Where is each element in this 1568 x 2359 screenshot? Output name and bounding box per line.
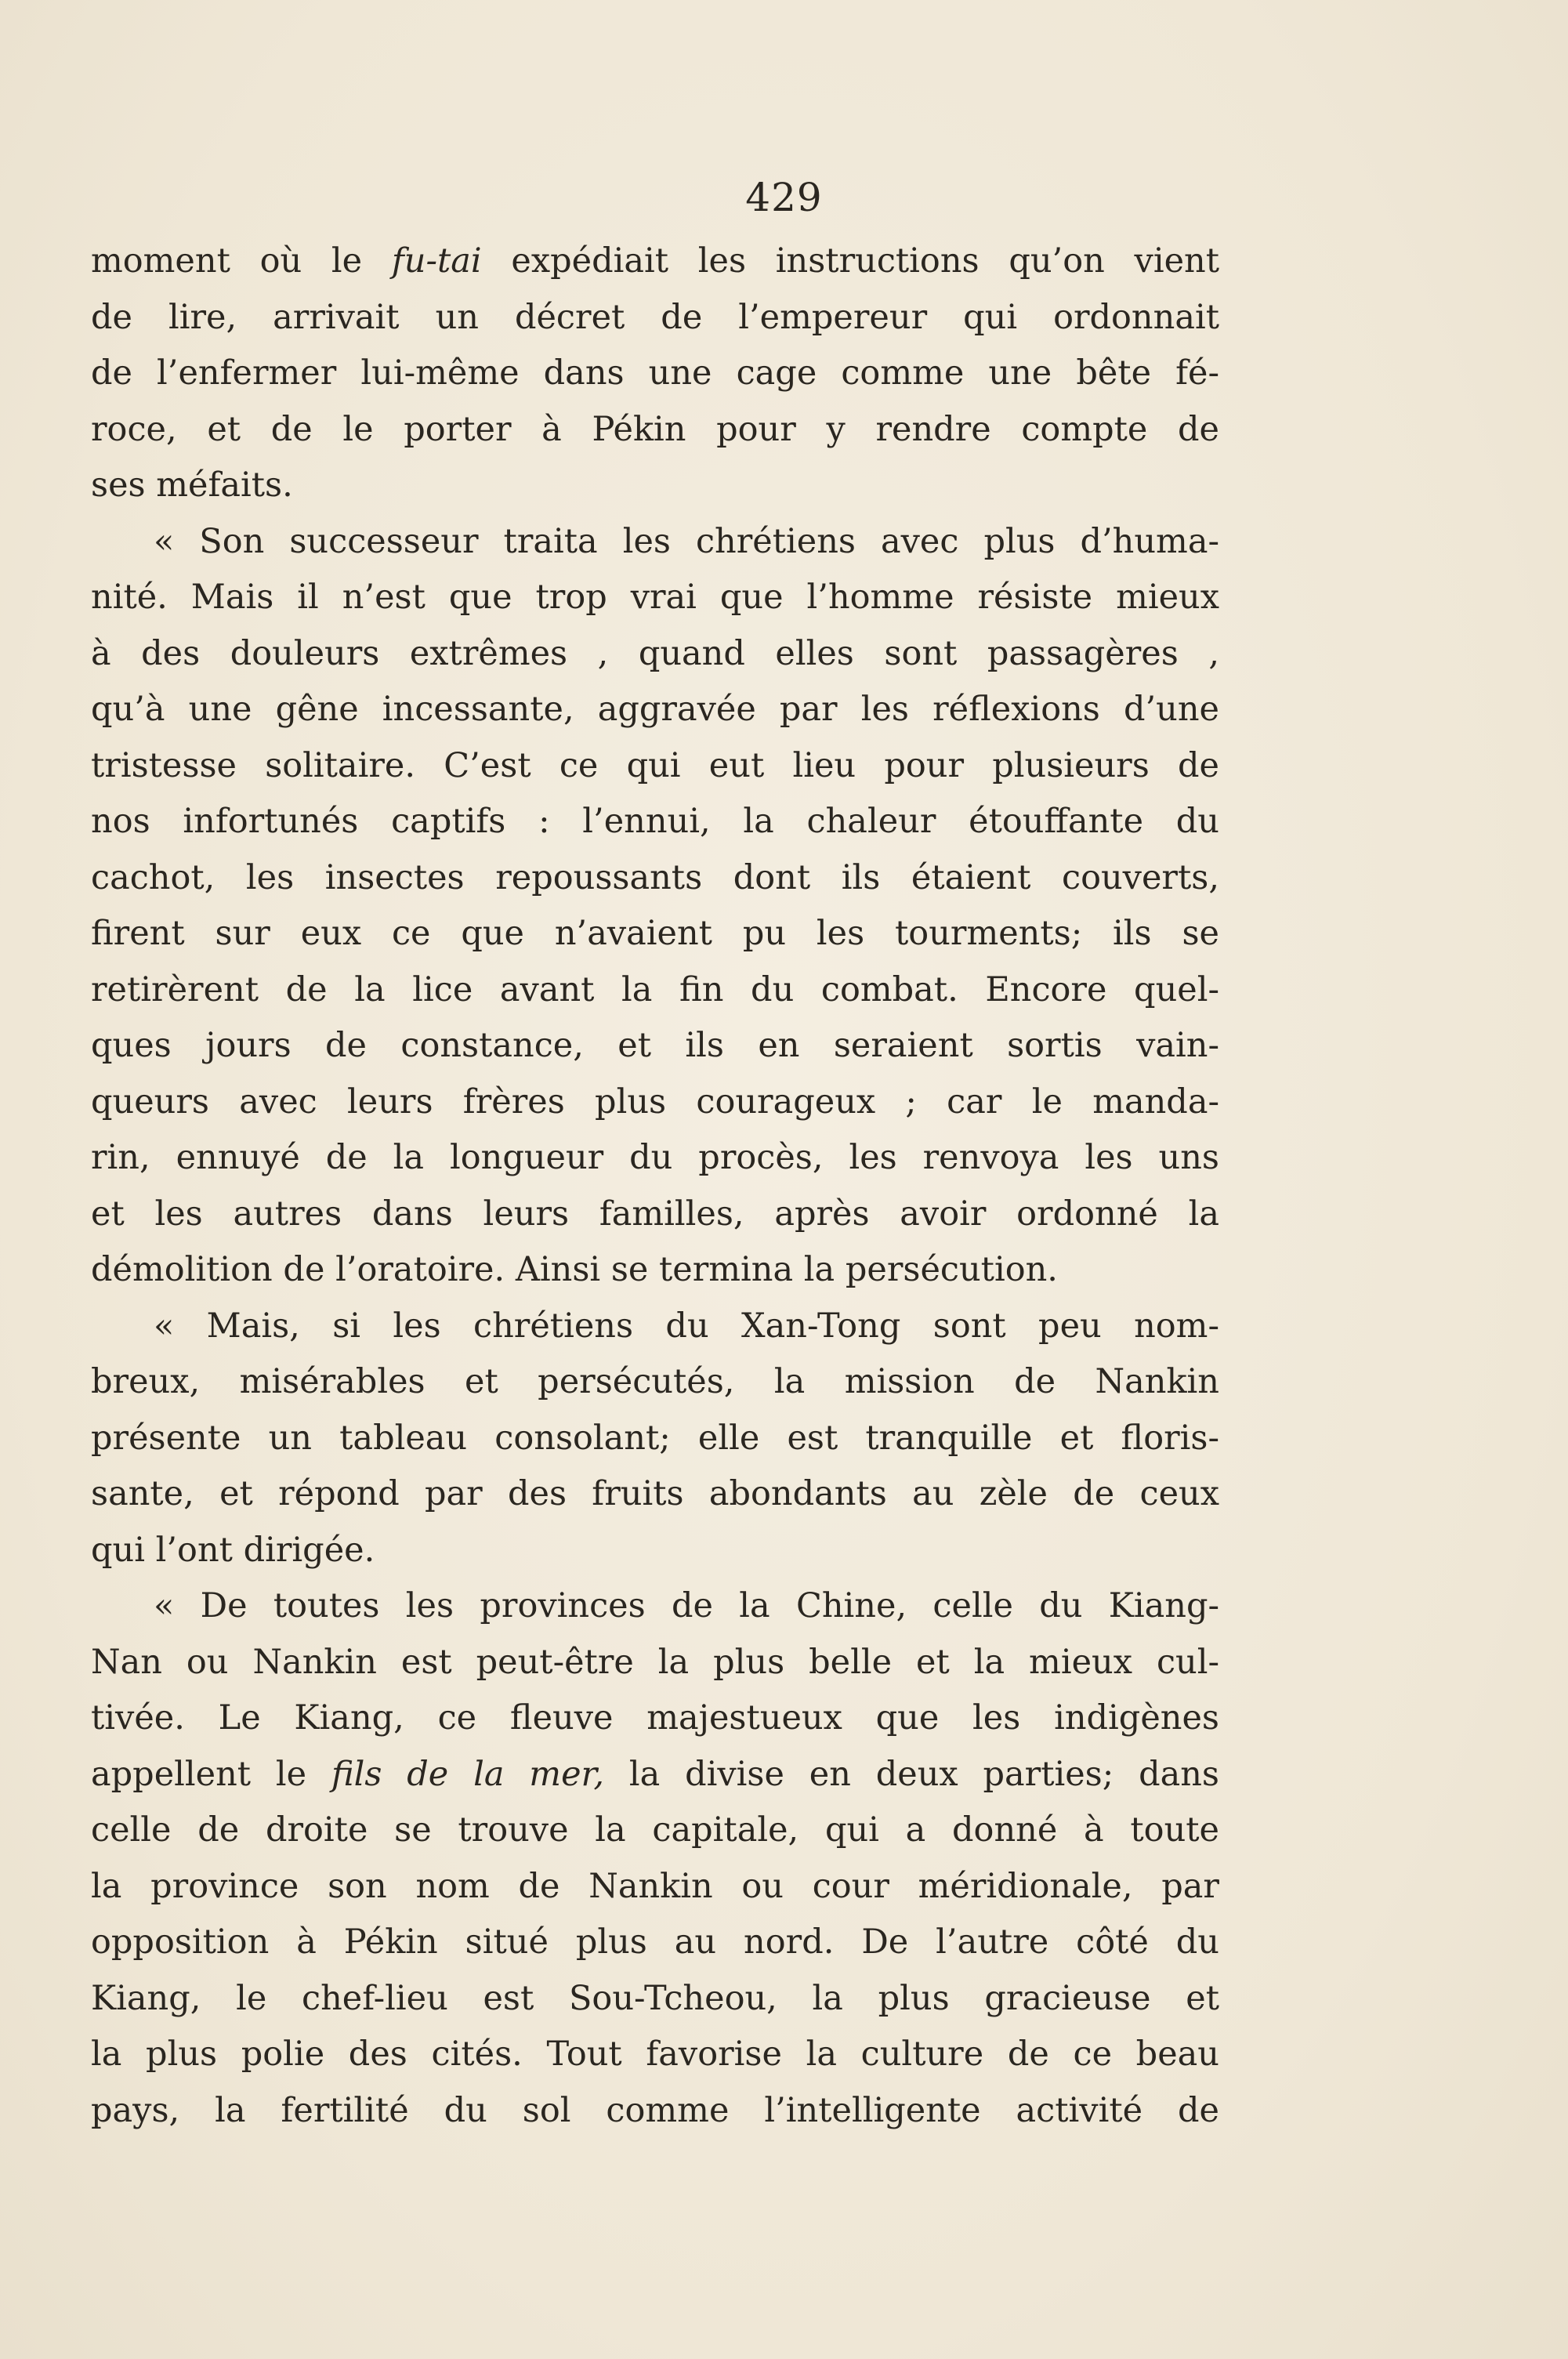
text-run: nos infortunés captifs : l’ennui, la chaleur étouffante du [91, 802, 1219, 841]
text-line [91, 346, 1219, 402]
text-line [91, 962, 1219, 1019]
text-line [91, 1523, 1219, 1579]
text-line [91, 402, 1219, 458]
text-line [91, 738, 1219, 795]
text-line [91, 1635, 1219, 1691]
text-run: pays, la fertilité du sol comme l’intelligente activité de [91, 2090, 1219, 2130]
text-run: retirèrent de la lice avant la fin du combat. Encore quel- [91, 969, 1219, 1009]
text-run: ses méfaits. [91, 466, 293, 505]
text-line [91, 290, 1219, 346]
text-line [91, 1354, 1219, 1411]
text-run: celle de droite se trouve la capitale, qui a donné à toute [91, 1810, 1219, 1850]
text-line [91, 2027, 1219, 2083]
text-run: nité. Mais il n’est que trop vrai que l’homme résiste mieux [91, 578, 1219, 617]
text-line [91, 682, 1219, 738]
text-run: « De toutes les provinces de la Chine, celle du Kiang- [154, 1586, 1219, 1625]
text-line [91, 1187, 1219, 1243]
text-line [91, 234, 1219, 290]
text-run: ques jours de constance, et ils en seraient sortis vain- [91, 1026, 1219, 1065]
text-run: la plus polie des cités. Tout favorise la culture de ce beau [91, 2035, 1219, 2074]
text-run: la province son nom de Nankin ou cour méridionale, par [91, 1866, 1219, 1906]
text-run: de l’enfermer lui-même dans une cage comme une bête fé- [91, 353, 1219, 393]
text-run: tristesse solitaire. C’est ce qui eut lieu pour plusieurs de [91, 745, 1219, 785]
text-line [91, 1971, 1219, 2027]
text-run: roce, et de le porter à Pékin pour y rendre compte de [91, 409, 1219, 449]
text-run: de lire, arrivait un décret de l’empereur qui ordonnait [91, 297, 1219, 337]
text-line [91, 906, 1219, 962]
text-line [91, 2083, 1219, 2140]
text-line [91, 1690, 1219, 1747]
text-run: Nan ou Nankin est peut-être la plus belle et la mieux cul- [91, 1642, 1219, 1682]
italic-text-run: fu-tai [391, 241, 482, 281]
text-run: présente un tableau consolant; elle est tranquille et floris- [91, 1418, 1219, 1458]
text-run: opposition à Pékin situé plus au nord. De l’autre côté du [91, 1922, 1219, 1962]
text-run: firent sur eux ce que n’avaient pu les tourments; ils se [91, 914, 1219, 953]
text-run: qui l’ont dirigée. [91, 1530, 375, 1570]
text-line [91, 1242, 1219, 1299]
text-run: « Son successeur traita les chrétiens avec plus d’huma- [154, 521, 1219, 561]
text-line [91, 1915, 1219, 1971]
text-line [91, 1411, 1219, 1467]
text-run: tivée. Le Kiang, ce fleuve majestueux que les indigènes [91, 1698, 1219, 1738]
text-line [91, 1578, 1219, 1635]
text-line [91, 1299, 1219, 1355]
text-line [91, 1747, 1219, 1803]
text-run: sante, et répond par des fruits abondants au zèle de ceux [91, 1474, 1219, 1513]
text-line [91, 514, 1219, 571]
text-run: la divise en deux parties; dans [604, 1754, 1219, 1794]
text-run: qu’à une gêne incessante, aggravée par les réflexions d’une [91, 690, 1219, 729]
text-run: cachot, les insectes repoussants dont ils étaient couverts, [91, 857, 1219, 897]
text-run: et les autres dans leurs familles, après avoir ordonné la [91, 1194, 1219, 1234]
text-run: à des douleurs extrêmes , quand elles sont passagères , [91, 633, 1219, 673]
text-line [91, 1130, 1219, 1187]
text-line [91, 1074, 1219, 1131]
text-line [91, 570, 1219, 626]
text-line [91, 1859, 1219, 1915]
text-run: démolition de l’oratoire. Ainsi se termina la persécution. [91, 1250, 1058, 1289]
italic-text-run: fils de la mer, [331, 1754, 605, 1794]
text-line [91, 850, 1219, 907]
body-text [91, 234, 1219, 2139]
text-line [91, 458, 1219, 514]
page-number: 429 [745, 175, 823, 220]
text-line [91, 1466, 1219, 1523]
text-run: expédiait les instructions qu’on vient [481, 241, 1219, 281]
text-run: rin, ennuyé de la longueur du procès, les renvoya les uns [91, 1138, 1219, 1177]
text-line [91, 794, 1219, 850]
text-line [91, 1018, 1219, 1074]
text-run: appellent le [91, 1754, 331, 1794]
text-run: « Mais, si les chrétiens du Xan-Tong sont peu nom- [154, 1306, 1219, 1346]
text-line [91, 626, 1219, 683]
text-run: Kiang, le chef-lieu est Sou-Tcheou, la plus gracieuse et [91, 1978, 1219, 2018]
text-run: breux, misérables et persécutés, la mission de Nankin [91, 1362, 1219, 1401]
text-run: moment où le [91, 241, 392, 281]
text-run: queurs avec leurs frères plus courageux ; car le manda- [91, 1082, 1219, 1122]
text-line [91, 1803, 1219, 1859]
